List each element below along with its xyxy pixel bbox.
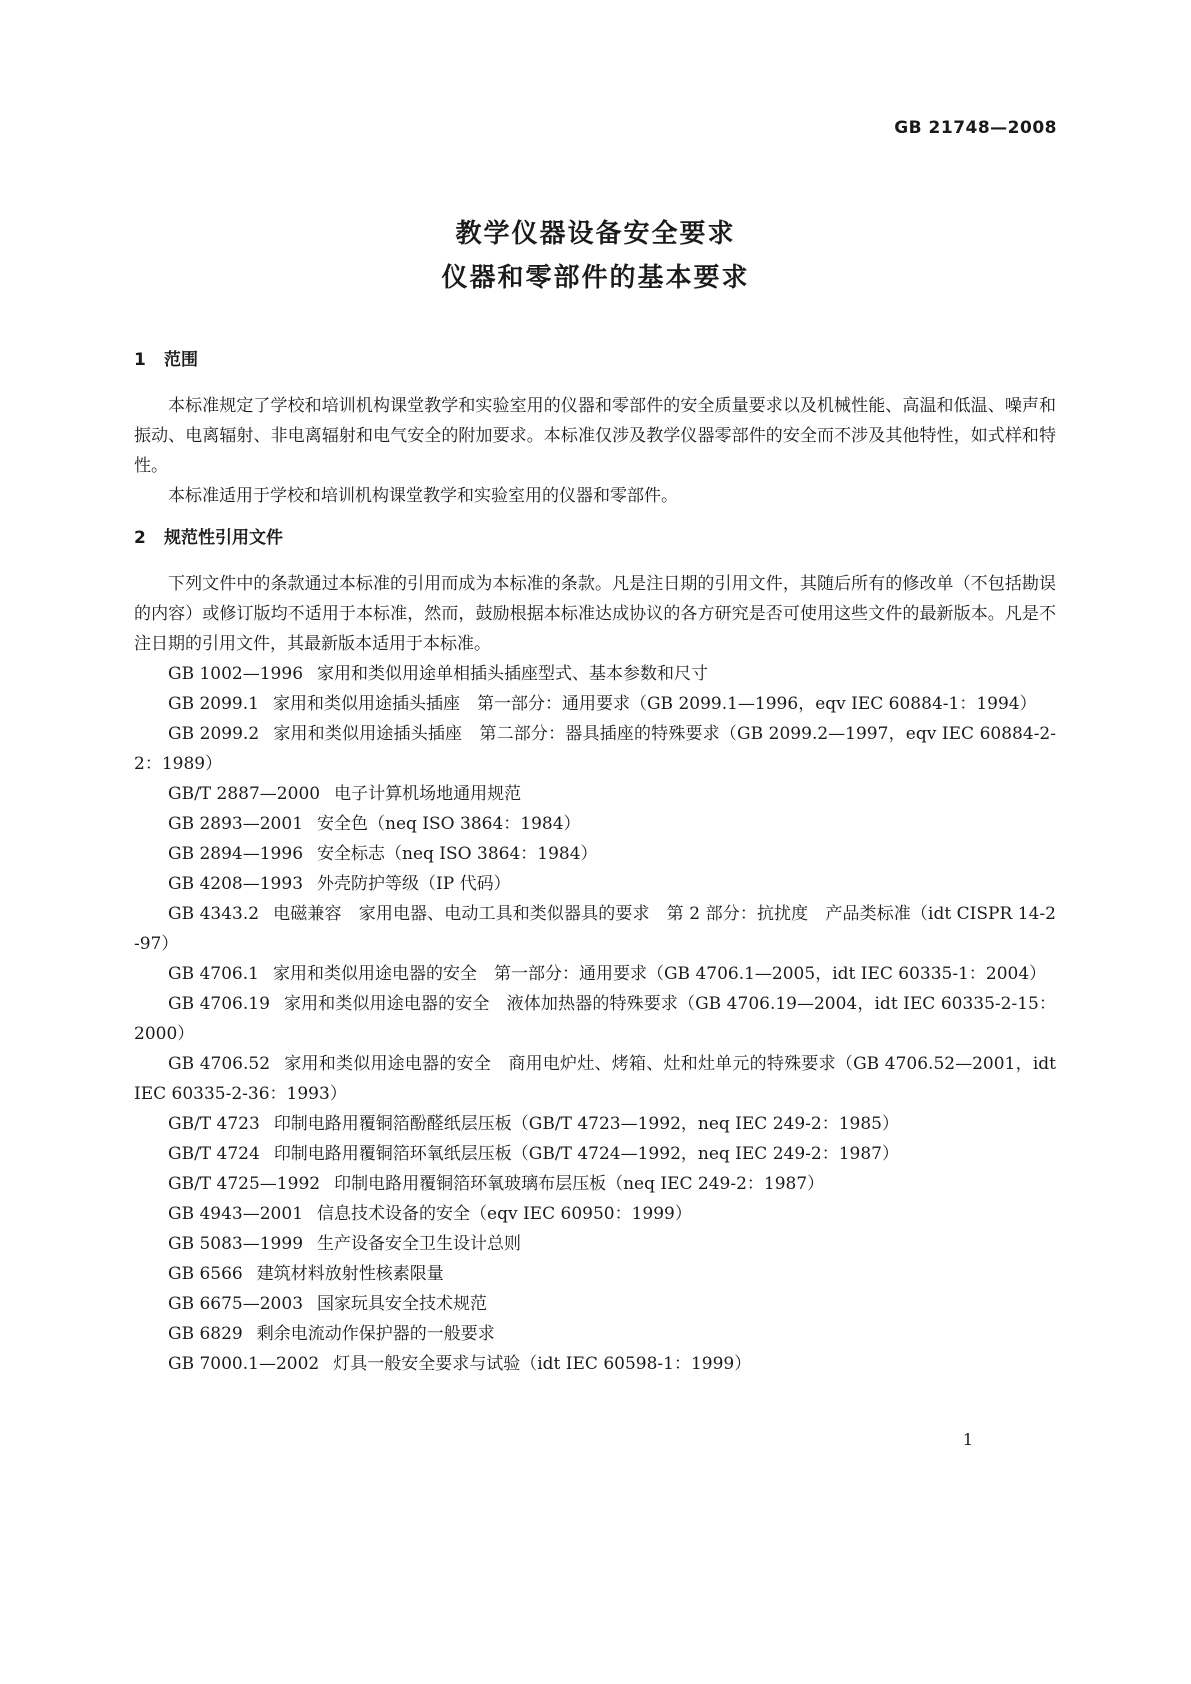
- reference-code: GB 2099.2: [168, 724, 260, 744]
- reference-title: 建筑材料放射性核素限量: [256, 1264, 444, 1284]
- reference-title: 印制电路用覆铜箔酚醛纸层压板（GB/T 4723—1992，neq IEC 249-2：1985）: [273, 1114, 899, 1134]
- reference-code: GB 6566: [168, 1264, 243, 1284]
- reference-item: [134, 989, 1056, 1049]
- standard-number: GB 21748—2008: [894, 118, 1057, 138]
- reference-code: GB 7000.1—2002: [168, 1354, 320, 1374]
- reference-title: 国家玩具安全技术规范: [317, 1294, 488, 1314]
- reference-title: 家用和类似用途单相插头插座型式、基本参数和尺寸: [317, 664, 709, 684]
- reference-code: GB 6829: [168, 1324, 243, 1344]
- reference-title: 家用和类似用途插头插座 第一部分：通用要求（GB 2099.1—1996，eqv IEC 60884-1：1994）: [272, 694, 1037, 714]
- section-1-heading: [134, 345, 1056, 375]
- reference-item: [134, 1319, 1056, 1349]
- reference-code: GB 4706.52: [168, 1054, 271, 1074]
- scope-paragraph: 本标准规定了学校和培训机构课堂教学和实验室用的仪器和零部件的安全质量要求以及机械性能、高温和低温、噪声和振动、电离辐射、非电离辐射和电气安全的附加要求。本标准仅涉及教学仪器零部件的安全而不涉及其他特性，如式样和特性。: [134, 396, 1056, 476]
- reference-item: [134, 1199, 1056, 1229]
- reference-title: 家用和类似用途插头插座 第二部分：器具插座的特殊要求（GB 2099.2—1997，eqv IEC 60884-2-2：1989）: [134, 724, 1056, 774]
- section-2-heading: [134, 523, 1056, 553]
- reference-code: GB 2894—1996: [168, 844, 304, 864]
- reference-title: 电子计算机场地通用规范: [334, 784, 522, 804]
- reference-code: GB 2893—2001: [168, 814, 304, 834]
- section-2-title: 规范性引用文件: [164, 528, 283, 548]
- page-number: 1: [962, 1430, 973, 1449]
- title-line-1: 教学仪器设备安全要求: [455, 219, 736, 249]
- reference-item: [134, 1109, 1056, 1139]
- reference-list: [134, 659, 1056, 1379]
- reference-item: [134, 659, 1056, 689]
- reference-title: 印制电路用覆铜箔环氧玻璃布层压板（neq IEC 249-2：1987）: [334, 1174, 825, 1194]
- reference-code: GB 4706.1: [168, 964, 259, 984]
- reference-code: GB/T 4724: [168, 1144, 260, 1164]
- reference-item: [134, 1259, 1056, 1289]
- reference-title: 生产设备安全卫生设计总则: [317, 1234, 522, 1254]
- reference-title: 家用和类似用途电器的安全 第一部分：通用要求（GB 4706.1—2005，idt IEC 60335-1：2004）: [272, 964, 1047, 984]
- reference-title: 家用和类似用途电器的安全 商用电炉灶、烤箱、灶和灶单元的特殊要求（GB 4706.52—2001，idt IEC 60335-2-36：1993）: [134, 1054, 1056, 1104]
- reference-item: [134, 899, 1056, 959]
- reference-item: [134, 809, 1056, 839]
- reference-item: [134, 1229, 1056, 1259]
- reference-code: GB/T 2887—2000: [168, 784, 321, 804]
- reference-title: 信息技术设备的安全（eqv IEC 60950：1999）: [317, 1204, 692, 1224]
- reference-code: GB 4343.2: [168, 904, 260, 924]
- reference-title: 安全标志（neq ISO 3864：1984）: [317, 844, 598, 864]
- reference-title: 安全色（neq ISO 3864：1984）: [317, 814, 581, 834]
- section-1-title: 范围: [164, 350, 198, 370]
- reference-item: [134, 1049, 1056, 1109]
- reference-title: 家用和类似用途电器的安全 液体加热器的特殊要求（GB 4706.19—2004，idt IEC 60335-2-15：2000）: [134, 994, 1056, 1044]
- reference-code: GB 6675—2003: [168, 1294, 304, 1314]
- document-title: [0, 212, 1191, 300]
- reference-title: 剩余电流动作保护器的一般要求: [256, 1324, 495, 1344]
- reference-item: [134, 869, 1056, 899]
- reference-code: GB 1002—1996: [168, 664, 304, 684]
- reference-code: GB 4943—2001: [168, 1204, 304, 1224]
- section-1-number: 1: [134, 350, 146, 370]
- reference-code: GB 2099.1: [168, 694, 259, 714]
- reference-item: [134, 1139, 1056, 1169]
- reference-item: [134, 719, 1056, 779]
- document-body: [134, 345, 1056, 1379]
- reference-title: 电磁兼容 家用电器、电动工具和类似器具的要求 第 2 部分：抗扰度 产品类标准（idt CISPR 14-2-97）: [134, 904, 1056, 954]
- reference-item: [134, 959, 1056, 989]
- reference-title: 印制电路用覆铜箔环氧纸层压板（GB/T 4724—1992，neq IEC 249-2：1987）: [273, 1144, 899, 1164]
- reference-item: [134, 1169, 1056, 1199]
- reference-code: GB 5083—1999: [168, 1234, 304, 1254]
- reference-code: GB 4208—1993: [168, 874, 304, 894]
- reference-title: 外壳防护等级（IP 代码）: [317, 874, 511, 894]
- reference-item: [134, 689, 1056, 719]
- title-line-2: 仪器和零部件的基本要求: [441, 263, 750, 293]
- reference-item: [134, 1289, 1056, 1319]
- reference-code: GB/T 4723: [168, 1114, 260, 1134]
- references-intro-paragraph: 下列文件中的条款通过本标准的引用而成为本标准的条款。凡是注日期的引用文件，其随后所有的修改单（不包括勘误的内容）或修订版均不适用于本标准，然而，鼓励根据本标准达成协议的各方研究是否可使用这些文件的最新版本。凡是不注日期的引用文件，其最新版本适用于本标准。: [134, 574, 1056, 654]
- section-2-number: 2: [134, 528, 146, 548]
- reference-item: [134, 779, 1056, 809]
- reference-item: [134, 1349, 1056, 1379]
- reference-title: 灯具一般安全要求与试验（idt IEC 60598-1：1999）: [333, 1354, 752, 1374]
- reference-code: GB 4706.19: [168, 994, 270, 1014]
- reference-item: [134, 839, 1056, 869]
- scope-applicability-paragraph: 本标准适用于学校和培训机构课堂教学和实验室用的仪器和零部件。: [168, 486, 678, 506]
- reference-code: GB/T 4725—1992: [168, 1174, 321, 1194]
